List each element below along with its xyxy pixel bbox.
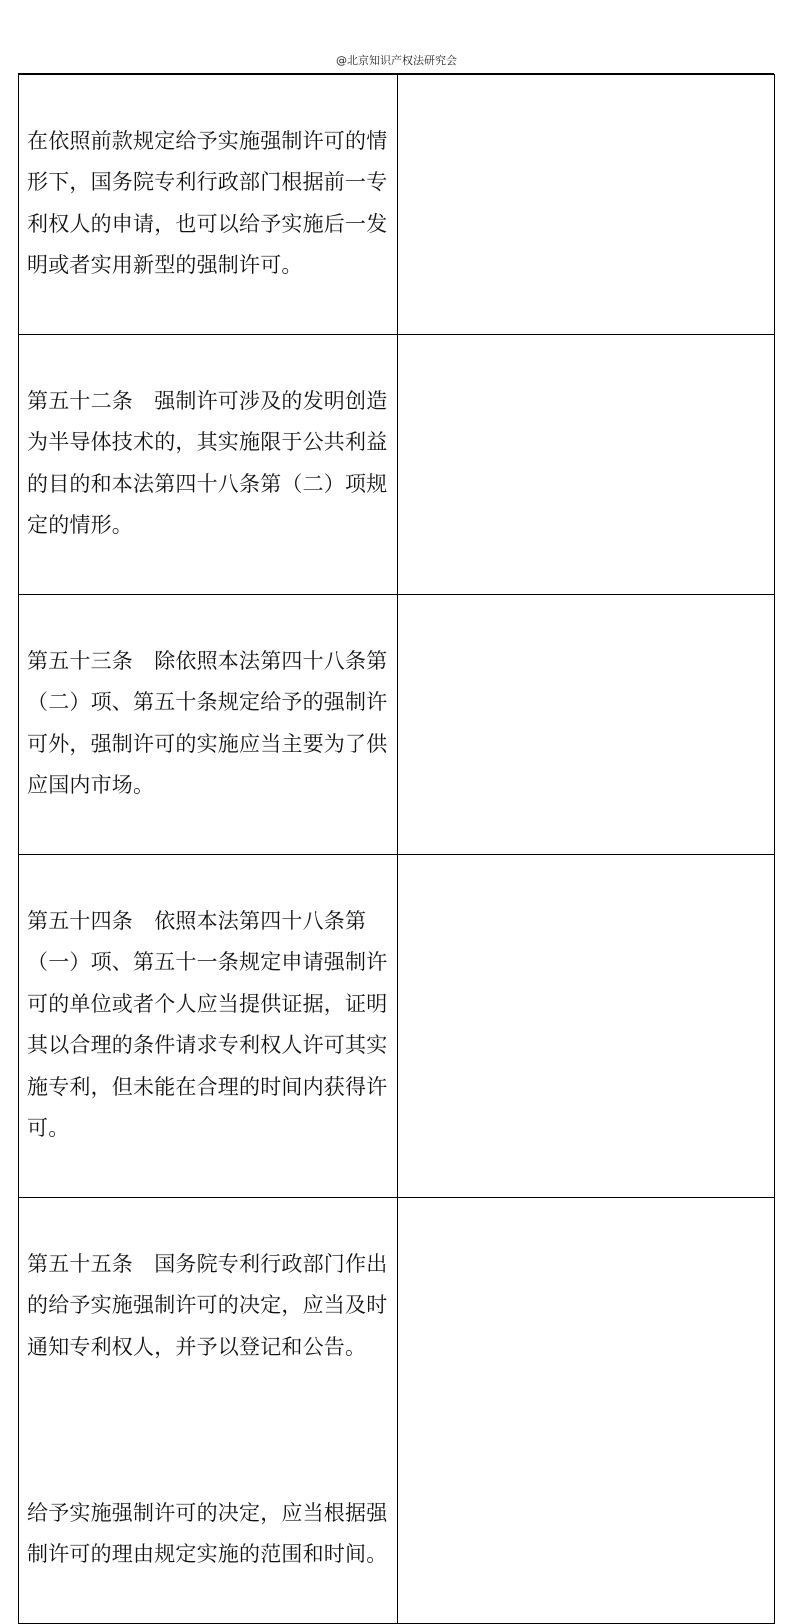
table-row xyxy=(19,855,775,1198)
comparison-table xyxy=(18,74,775,1624)
table-cell-right xyxy=(398,75,775,335)
table-row xyxy=(19,75,775,335)
table-row xyxy=(19,1198,775,1624)
table-cell-right xyxy=(398,1198,775,1624)
paragraph-spacer xyxy=(27,1410,391,1452)
cell-text xyxy=(19,75,397,334)
cell-text xyxy=(19,855,397,1197)
table-cell-left xyxy=(19,855,398,1198)
article-53-text: 第五十三条 除依照本法第四十八条第 （二）项、第五十条规定给予的强制许 可外，强制许可的实施应当主要为了供 应国内市场。 xyxy=(27,648,388,797)
table-row xyxy=(19,335,775,595)
table-cell-left xyxy=(19,595,398,855)
cell-text xyxy=(19,595,397,854)
table-cell-right xyxy=(398,855,775,1198)
table-cell-right xyxy=(398,595,775,855)
table-cell-left xyxy=(19,75,398,335)
table-cell-left xyxy=(19,335,398,595)
article-54-text: 第五十四条 依照本法第四十八条第 （一）项、第五十一条规定申请强制许 可的单位或者个人应当提供证据，证明 其以合理的条件请求专利权人许可其实 施专利，但未能在合理的时间内获得许 可。 xyxy=(27,908,388,1140)
article-55-paragraph-2: 给予实施强制许可的决定，应当根据强 制许可的理由规定实施的范围和时间。 xyxy=(27,1500,388,1566)
table-row xyxy=(19,595,775,855)
cell-text xyxy=(19,335,397,594)
page-header-watermark: @北京知识产权法研究会 xyxy=(336,54,457,67)
table-cell-right xyxy=(398,335,775,595)
paragraph: 在依照前款规定给予实施强制许可的情 形下，国务院专利行政部门根据前一专 利权人的申请，也可以给予实施后一发 明或者实用新型的强制许可。 xyxy=(27,128,388,277)
table-cell-left xyxy=(19,1198,398,1624)
article-55-paragraph-1: 第五十五条 国务院专利行政部门作出 的给予实施强制许可的决定，应当及时 通知专利权人，并予以登记和公告。 xyxy=(27,1251,388,1359)
cell-text xyxy=(19,1198,397,1623)
article-52-text: 第五十二条 强制许可涉及的发明创造 为半导体技术的，其实施限于公共利益 的目的和本法第四十八条第（二）项规 定的情形。 xyxy=(27,388,388,537)
